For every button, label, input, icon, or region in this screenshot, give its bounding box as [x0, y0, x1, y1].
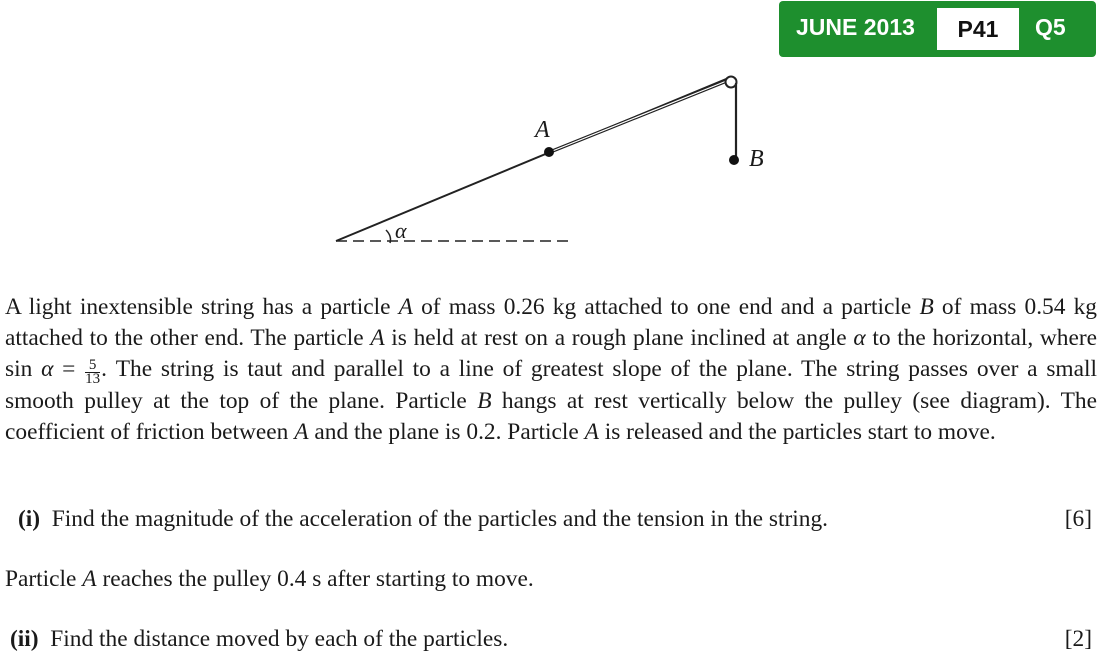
stem-text: of mass 0.54 kg attached to the other end. The particle — [5, 294, 1097, 351]
stem-text: A light inextensible string has a particle — [5, 294, 399, 320]
angle-ref: α — [41, 356, 54, 382]
particle-a — [544, 147, 554, 157]
inclined-plane-diagram — [0, 0, 1100, 280]
stem-text: hangs at rest vertically below the pulley (see diagram). The coefficient of friction between — [5, 387, 1097, 445]
part-ii — [10, 626, 508, 653]
fraction — [85, 356, 101, 387]
particle-ref: A — [294, 418, 309, 445]
label-a: A — [535, 117, 550, 143]
particle-ref: B — [919, 294, 934, 320]
part-ii-label: (ii) — [10, 626, 39, 652]
stem-text: = — [53, 356, 85, 382]
stem-text: of mass 0.26 kg attached to one end and a particle — [412, 294, 920, 320]
label-b: B — [749, 146, 764, 172]
pulley — [726, 77, 737, 88]
part-ii-text: Find the distance moved by each of the particles. — [50, 626, 509, 652]
question-stem — [5, 292, 1097, 448]
paper-code: P41 — [937, 8, 1019, 50]
angle-ref: α — [853, 325, 866, 351]
stem-text: to the horizontal, where sin — [5, 325, 1098, 382]
part-i-text: Find the magnitude of the acceleration of the particles and the tension in the string. — [51, 506, 828, 532]
fraction-denominator: 13 — [85, 370, 101, 387]
mid-statement — [5, 566, 534, 593]
mid-text: Particle — [5, 566, 83, 592]
stem-text: is held at rest on a rough plane inclined at angle — [384, 325, 854, 351]
particle-ref: A — [82, 566, 97, 592]
string-on-plane-inner — [550, 80, 729, 152]
part-i-marks: [6] — [1064, 506, 1092, 532]
particle-ref: A — [398, 294, 413, 320]
stem-text: . The string is taut and parallel to a line of greatest slope of the plane. The string passes over a small smooth pulley at the top of the plane. Particle — [5, 356, 1097, 414]
particle-b — [729, 155, 739, 165]
particle-ref: A — [584, 418, 599, 445]
particle-ref: A — [370, 325, 385, 351]
fraction-numerator: 5 — [85, 359, 100, 373]
question-number: Q5 — [1035, 14, 1066, 40]
angle-label: α — [395, 218, 407, 243]
stem-text: is released and the particles start to move. — [598, 418, 996, 445]
part-ii-marks: [2] — [1064, 626, 1092, 652]
part-i-label: (i) — [18, 506, 41, 532]
exam-session: JUNE 2013 — [796, 14, 915, 40]
part-i — [18, 506, 828, 533]
mid-text: reaches the pulley 0.4 s after starting to move. — [96, 566, 534, 592]
particle-ref: B — [477, 387, 492, 414]
stem-text: and the plane is 0.2. Particle — [308, 418, 585, 445]
